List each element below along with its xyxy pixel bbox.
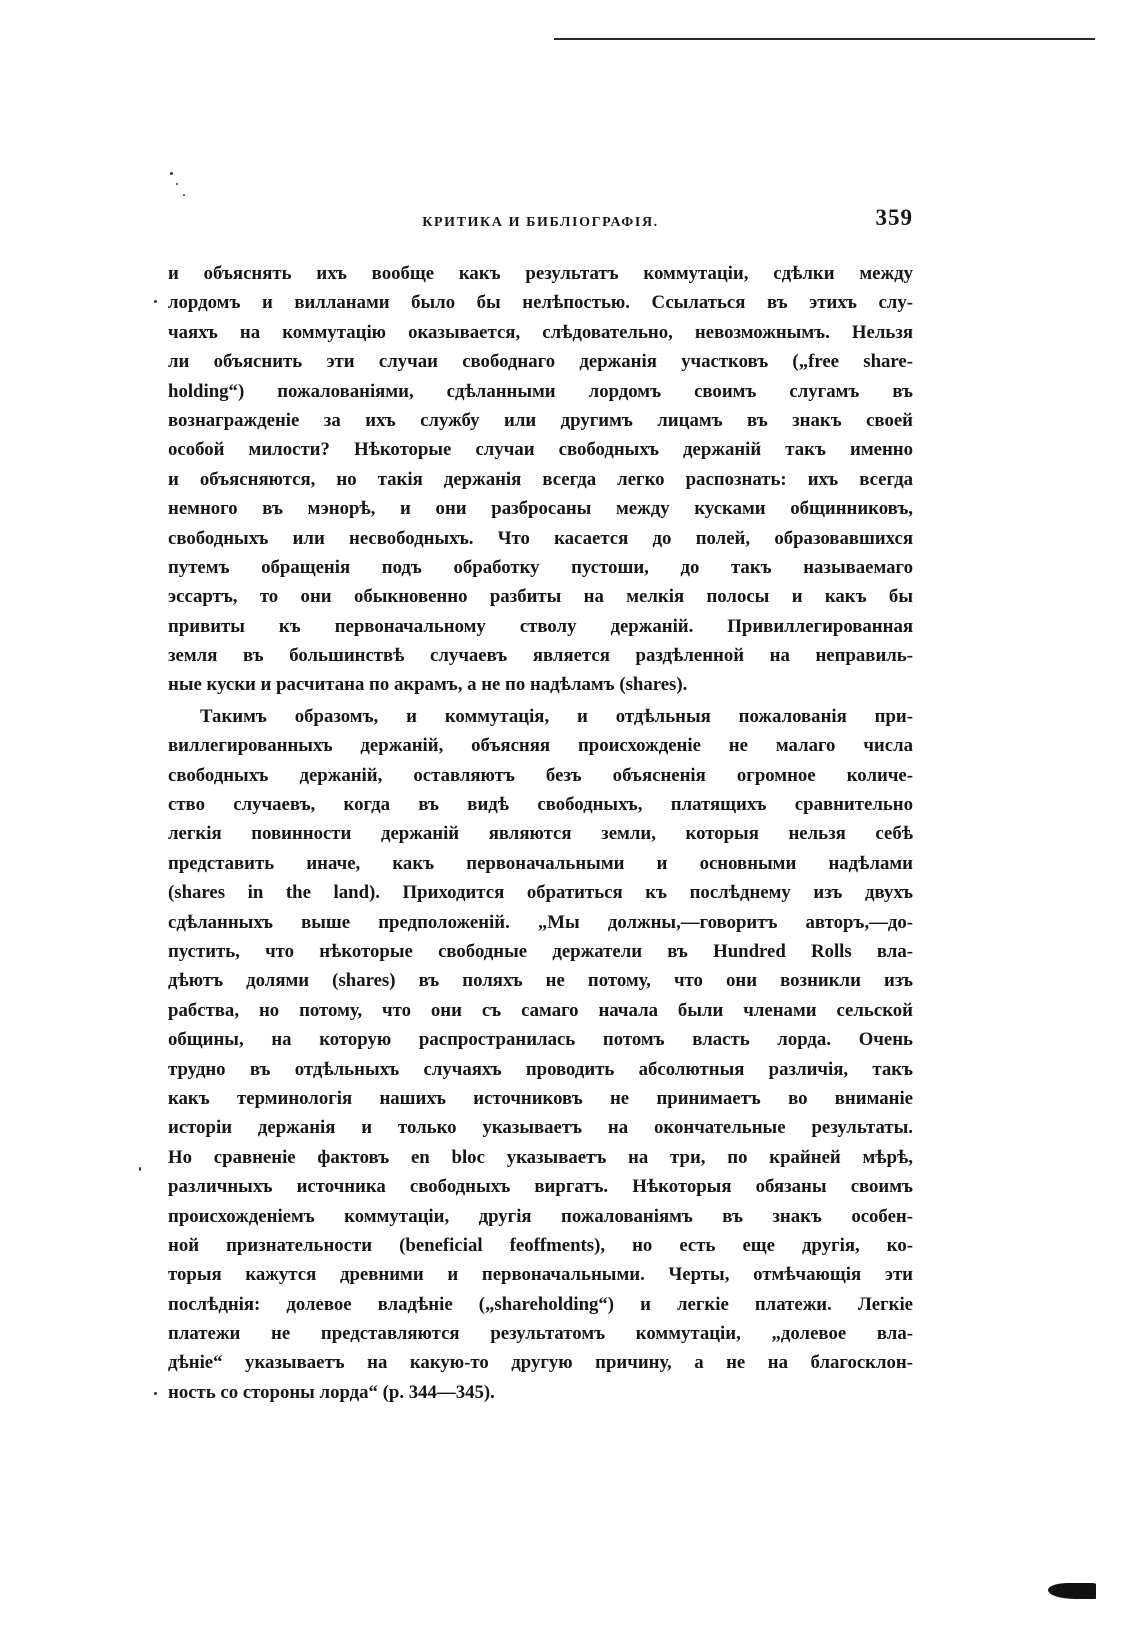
text-line: свободныхъ держаній, оставляютъ безъ объясненія огромное количе- [168,764,913,786]
scan-speck [139,1167,141,1171]
body-text [168,259,913,1407]
text-line: чаяхъ на коммутацію оказывается, слѣдовательно, невозможнымъ. Нельзя [168,321,913,343]
scan-speck [170,172,173,175]
scan-speck [176,183,178,185]
text-line: дѣніе“ указываетъ на какую-то другую причину, а не на благосклон- [168,1352,913,1374]
paragraph [168,259,913,700]
text-line: виллегированныхъ держаній, объясняя происхожденіе не малаго числа [168,735,913,757]
text-line: вознагражденіе за ихъ службу или другимъ лицамъ въ знакъ своей [168,409,913,431]
text-line: различныхъ источника свободныхъ виргатъ. Нѣкоторыя обязаны своимъ [168,1176,913,1198]
text-line: ной признательности (beneficial feoffments), но есть еще другія, ко- [168,1234,913,1256]
scan-speck [154,300,157,303]
text-line: ство случаевъ, когда въ видѣ свободныхъ, платящихъ сравнительно [168,794,913,816]
text-line: торыя кажутся древними и первоначальными. Черты, отмѣчающія эти [168,1264,913,1286]
text-line: исторіи держанія и только указываетъ на окончательные результаты. [168,1117,913,1139]
page-header [168,203,913,239]
text-line: трудно въ отдѣльныхъ случаяхъ проводить абсолютныя различія, такъ [168,1058,913,1080]
text-line: немного въ мэнорѣ, и они разбросаны между кусками общинниковъ, [168,498,913,520]
text-line: рабства, но потому, что они съ самаго начала были членами сельской [168,999,913,1021]
text-line: и объяснять ихъ вообще какъ результатъ коммутаціи, сдѣлки между [168,263,913,284]
text-line: представить иначе, какъ первоначальными и основными надѣлами [168,852,913,874]
text-line: Такимъ образомъ, и коммутація, и отдѣльныя пожалованія при- [200,705,913,727]
top-rule [554,38,1095,40]
paragraph [168,702,913,1407]
text-line: платежи не представляются результатомъ коммутаціи, „долевое вла- [168,1323,913,1345]
text-line: сдѣланныхъ выше предположеній. „Мы должны,—говоритъ авторъ,—до- [168,911,913,933]
text-line: особой милости? Нѣкоторые случаи свободныхъ держаній такъ именно [168,439,913,461]
text-line: ность со стороны лорда“ (p. 344—345). [168,1381,495,1403]
text-line: какъ терминологія нашихъ источниковъ не принимаетъ во вниманіе [168,1087,913,1109]
scan-thumb-mark [1048,1583,1096,1599]
text-line: Но сравненіе фактовъ en bloc указываетъ на три, по крайней мѣрѣ, [168,1146,913,1168]
scan-speck [183,194,185,196]
text-line: и объясняются, но такія держанія всегда легко распознать: ихъ всегда [168,468,913,490]
text-line: путемъ обращенія подъ обработку пустоши, до такъ называемаго [168,556,913,578]
text-line: общины, на которую распространилась потомъ власть лорда. Очень [168,1029,913,1051]
text-line: holding“) пожалованіями, сдѣланными лордомъ своимъ слугамъ въ [168,380,913,402]
text-line: легкія повинности держаній являются земли, которыя нельзя себѣ [168,823,913,845]
text-line: происхожденіемъ коммутаціи, другія пожалованіямъ въ знакъ особен- [168,1205,913,1227]
text-line: дѣютъ долями (shares) въ поляхъ не потому, что они возникли изъ [168,970,913,992]
text-line: эссартъ, то они обыкновенно разбиты на мелкія полосы и какъ бы [168,586,913,608]
page-number: 359 [875,205,913,230]
text-line: (shares in the land). Приходится обратиться къ послѣднему изъ двухъ [168,882,913,904]
text-line: пустить, что нѣкоторые свободные держатели въ Hundred Rolls вла- [168,940,913,962]
text-line: ли объяснить эти случаи свободнаго держанія участковъ („free share- [168,351,913,373]
text-line: свободныхъ или несвободныхъ. Что касается до полей, образовавшихся [168,527,913,549]
text-line: послѣднія: долевое владѣніе („shareholding“) и легкіе платежи. Легкіе [168,1293,913,1315]
scan-speck [154,1392,157,1395]
text-line: ные куски и расчитана по акрамъ, а не по надѣламъ (shares). [168,674,688,696]
text-line: лордомъ и вилланами было бы нелѣпостью. Ссылаться въ этихъ слу- [168,292,913,314]
running-title: КРИТИКА И БИБЛІОГРАФІЯ. [422,215,659,230]
text-line: привиты къ первоначальному стволу держаній. Привиллегированная [168,615,913,637]
text-line: земля въ большинствѣ случаевъ является раздѣленной на неправиль- [168,645,913,667]
